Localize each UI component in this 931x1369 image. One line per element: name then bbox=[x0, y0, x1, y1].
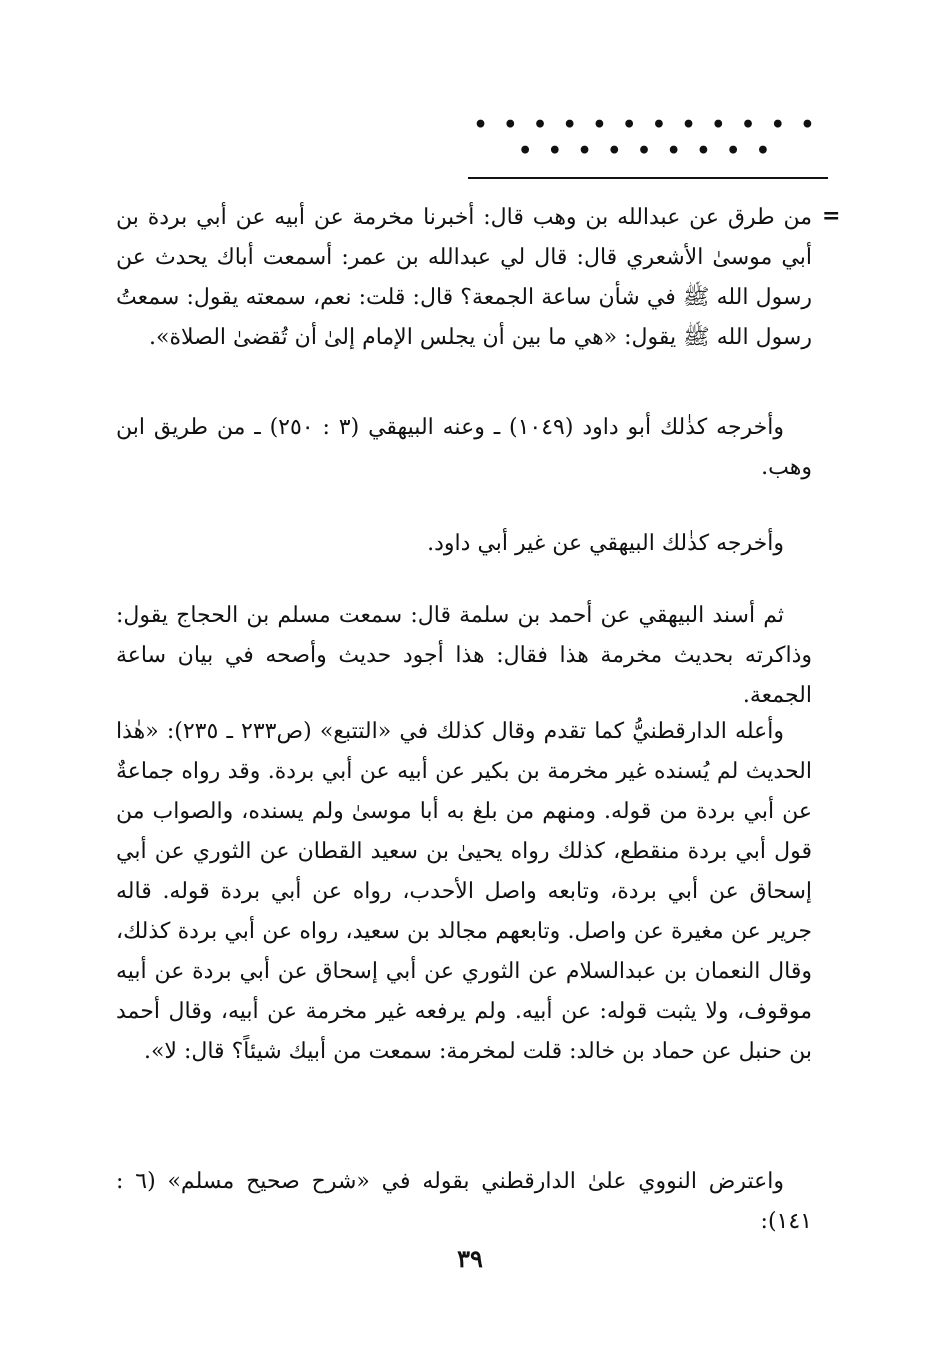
paragraph-daraqutni-critique: وأعله الدارقطنيُّ كما تقدم وقال كذلك في «التتبع» (ص٢٣٣ ـ ٢٣٥): «هٰذا الحديث لم يُسنده غير مخرمة بن بكير عن أبيه عن أبي بردة. وقد رواه جماعةٌ عن أبي بردة من قوله. ومنهم من بلغ به أبا موسىٰ ولم يسنده، والصواب من قول أبي بردة منقطع، كذلك رواه يحيىٰ بن سعيد القطان عن الثوري عن أبي إسحاق عن أبي بردة، وتابعه واصل الأحدب، رواه عن أبي بردة قوله. قاله جرير عن مغيرة عن واصل. وتابعهم مجالد بن سعيد، رواه عن أبي بردة كذلك، وقال النعمان بن عبدالسلام عن الثوري عن أبي إسحاق عن أبي بردة عن أبيه موقوف، ولا يثبت قوله: عن أبيه. ولم يرفعه غير مخرمة عن أبيه، وقال أحمد بن حنبل عن حماد بن خالد: قلت لمخرمة: سمعت من أبيك شيئاً؟ قال: لا». bbox=[116, 719, 812, 1064]
paragraph-hadith-narration: من طرق عن عبدالله بن وهب قال: أخبرنا مخرمة عن أبيه عن أبي بردة بن أبي موسىٰ الأشعري قال: قال لي عبدالله بن عمر: أسمعت أباك يحدث عن رسول الله ﷺ في شأن ساعة الجمعة؟ قال: قلت: نعم، سمعته يقول: سمعتُ رسول الله ﷺ يقول: «هي ما بين أن يجلس الإمام إلىٰ أن تُقضىٰ الصلاة». bbox=[116, 205, 812, 350]
continuation-mark: = bbox=[822, 203, 841, 229]
paragraph-muslim-statement: ثم أسند البيهقي عن أحمد بن سلمة قال: سمعت مسلم بن الحجاج يقول: وذاكرته بحديث مخرمة هذا فقال: هذا أجود حديث وأصحه في بيان ساعة الجمعة. bbox=[116, 603, 812, 708]
footnote-separator-rule bbox=[468, 177, 828, 179]
header-ornament-dots: • • • • • • • • • • • • • • • • • • • • • bbox=[473, 112, 819, 164]
paragraph-bayhaqi: وأخرجه كذٰلك البيهقي عن غير أبي داود. bbox=[427, 531, 784, 556]
page-number: ٣٩ bbox=[457, 1244, 483, 1273]
paragraph-nawawi-objection: واعترض النووي علىٰ الدارقطني بقوله في «شرح صحيح مسلم» (٦ : ١٤١): bbox=[116, 1169, 812, 1234]
paragraph-abu-dawud: وأخرجه كذٰلك أبو داود (١٠٤٩) ـ وعنه البيهقي (٣ : ٢٥٠) ـ من طريق ابن وهب. bbox=[116, 415, 812, 480]
